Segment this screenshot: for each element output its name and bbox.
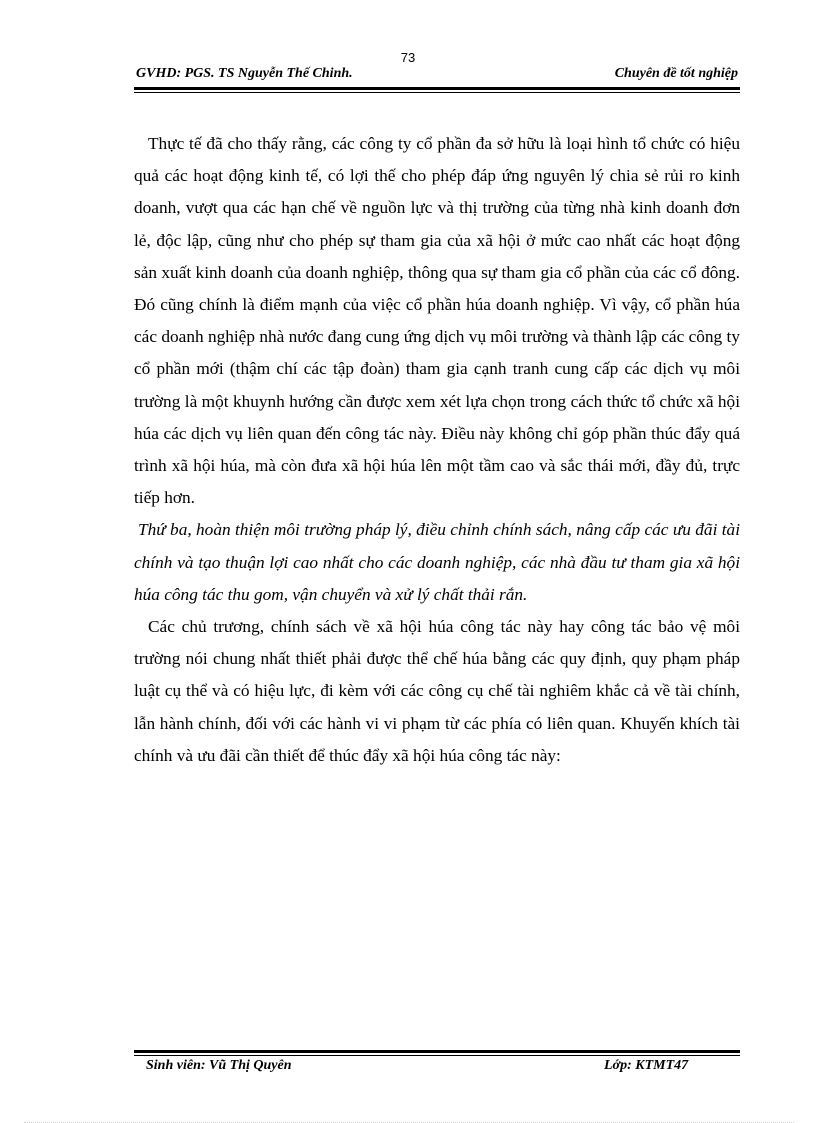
footer-student: Sinh viên: Vũ Thị Quyên xyxy=(146,1058,292,1073)
header-document-type: Chuyên đề tốt nghiệp xyxy=(614,66,738,81)
paragraph: Các chủ trương, chính sách về xã hội húa công tác này hay công tác bảo vệ môi trường nói chung nhất thiết phải được thể chế húa bằng các quy định, quy phạm pháp luật cụ thể và có hiệu lực, đi kèm với các công cụ chế tài nghiêm khắc cả về tài chính, lẫn hành chính, đối với các hành vi vi phạm từ các phía có liên quan. Khuyến khích tài chính và ưu đãi cần thiết để thúc đẩy xã hội húa công tác này: xyxy=(134,617,740,765)
header-divider xyxy=(134,87,740,93)
footer-class: Lớp: KTMT47 xyxy=(604,1058,689,1073)
page-number: 73 xyxy=(400,50,416,65)
header-supervisor: GVHD: PGS. TS Nguyễn Thế Chinh. xyxy=(136,66,353,81)
page-footer xyxy=(134,1058,740,1078)
paragraph: Thực tế đã cho thấy rằng, các công ty cổ phần đa sở hữu là loại hình tổ chức có hiệu quả các hoạt động kinh tế, có lợi thế cho phép đáp ứng nguyên lý chia sẻ rủi ro kinh doanh, vượt qua các hạn chế về nguồn lực và thị trường của từng nhà kinh doanh đơn lẻ, độc lập, cũng như cho phép sự tham gia của xã hội ở mức cao nhất các hoạt động sản xuất kinh doanh của doanh nghiệp, thông qua sự tham gia cổ phần của các cổ đông. Đó cũng chính là điểm mạnh của việc cổ phần húa doanh nghiệp. Vì vậy, cổ phần húa các doanh nghiệp nhà nước đang cung ứng dịch vụ môi trường và thành lập các công ty cổ phần mới (thậm chí các tập đoàn) tham gia cạnh tranh cung cấp các dịch vụ môi trường là một khuynh hướng cần được xem xét lựa chọn trong cách thức tổ chức xã hội húa các dịch vụ liên quan đến công tác này. Điều này không chỉ góp phần thúc đẩy quá trình xã hội húa, mà còn đưa xã hội húa lên một tầm cao và sắc thái mới, đầy đủ, trực tiếp hơn. xyxy=(134,134,740,508)
body-text xyxy=(134,128,740,772)
page-header xyxy=(134,66,740,86)
paragraph-italic: Thứ ba, hoàn thiện môi trường pháp lý, điều chỉnh chính sách, nâng cấp các ưu đãi tài chính và tạo thuận lợi cao nhất cho các doanh nghiệp, các nhà đầu tư tham gia xã hội húa công tác thu gom, vận chuyển và xử lý chất thải rắn. xyxy=(134,520,740,604)
footer-divider xyxy=(134,1050,740,1056)
